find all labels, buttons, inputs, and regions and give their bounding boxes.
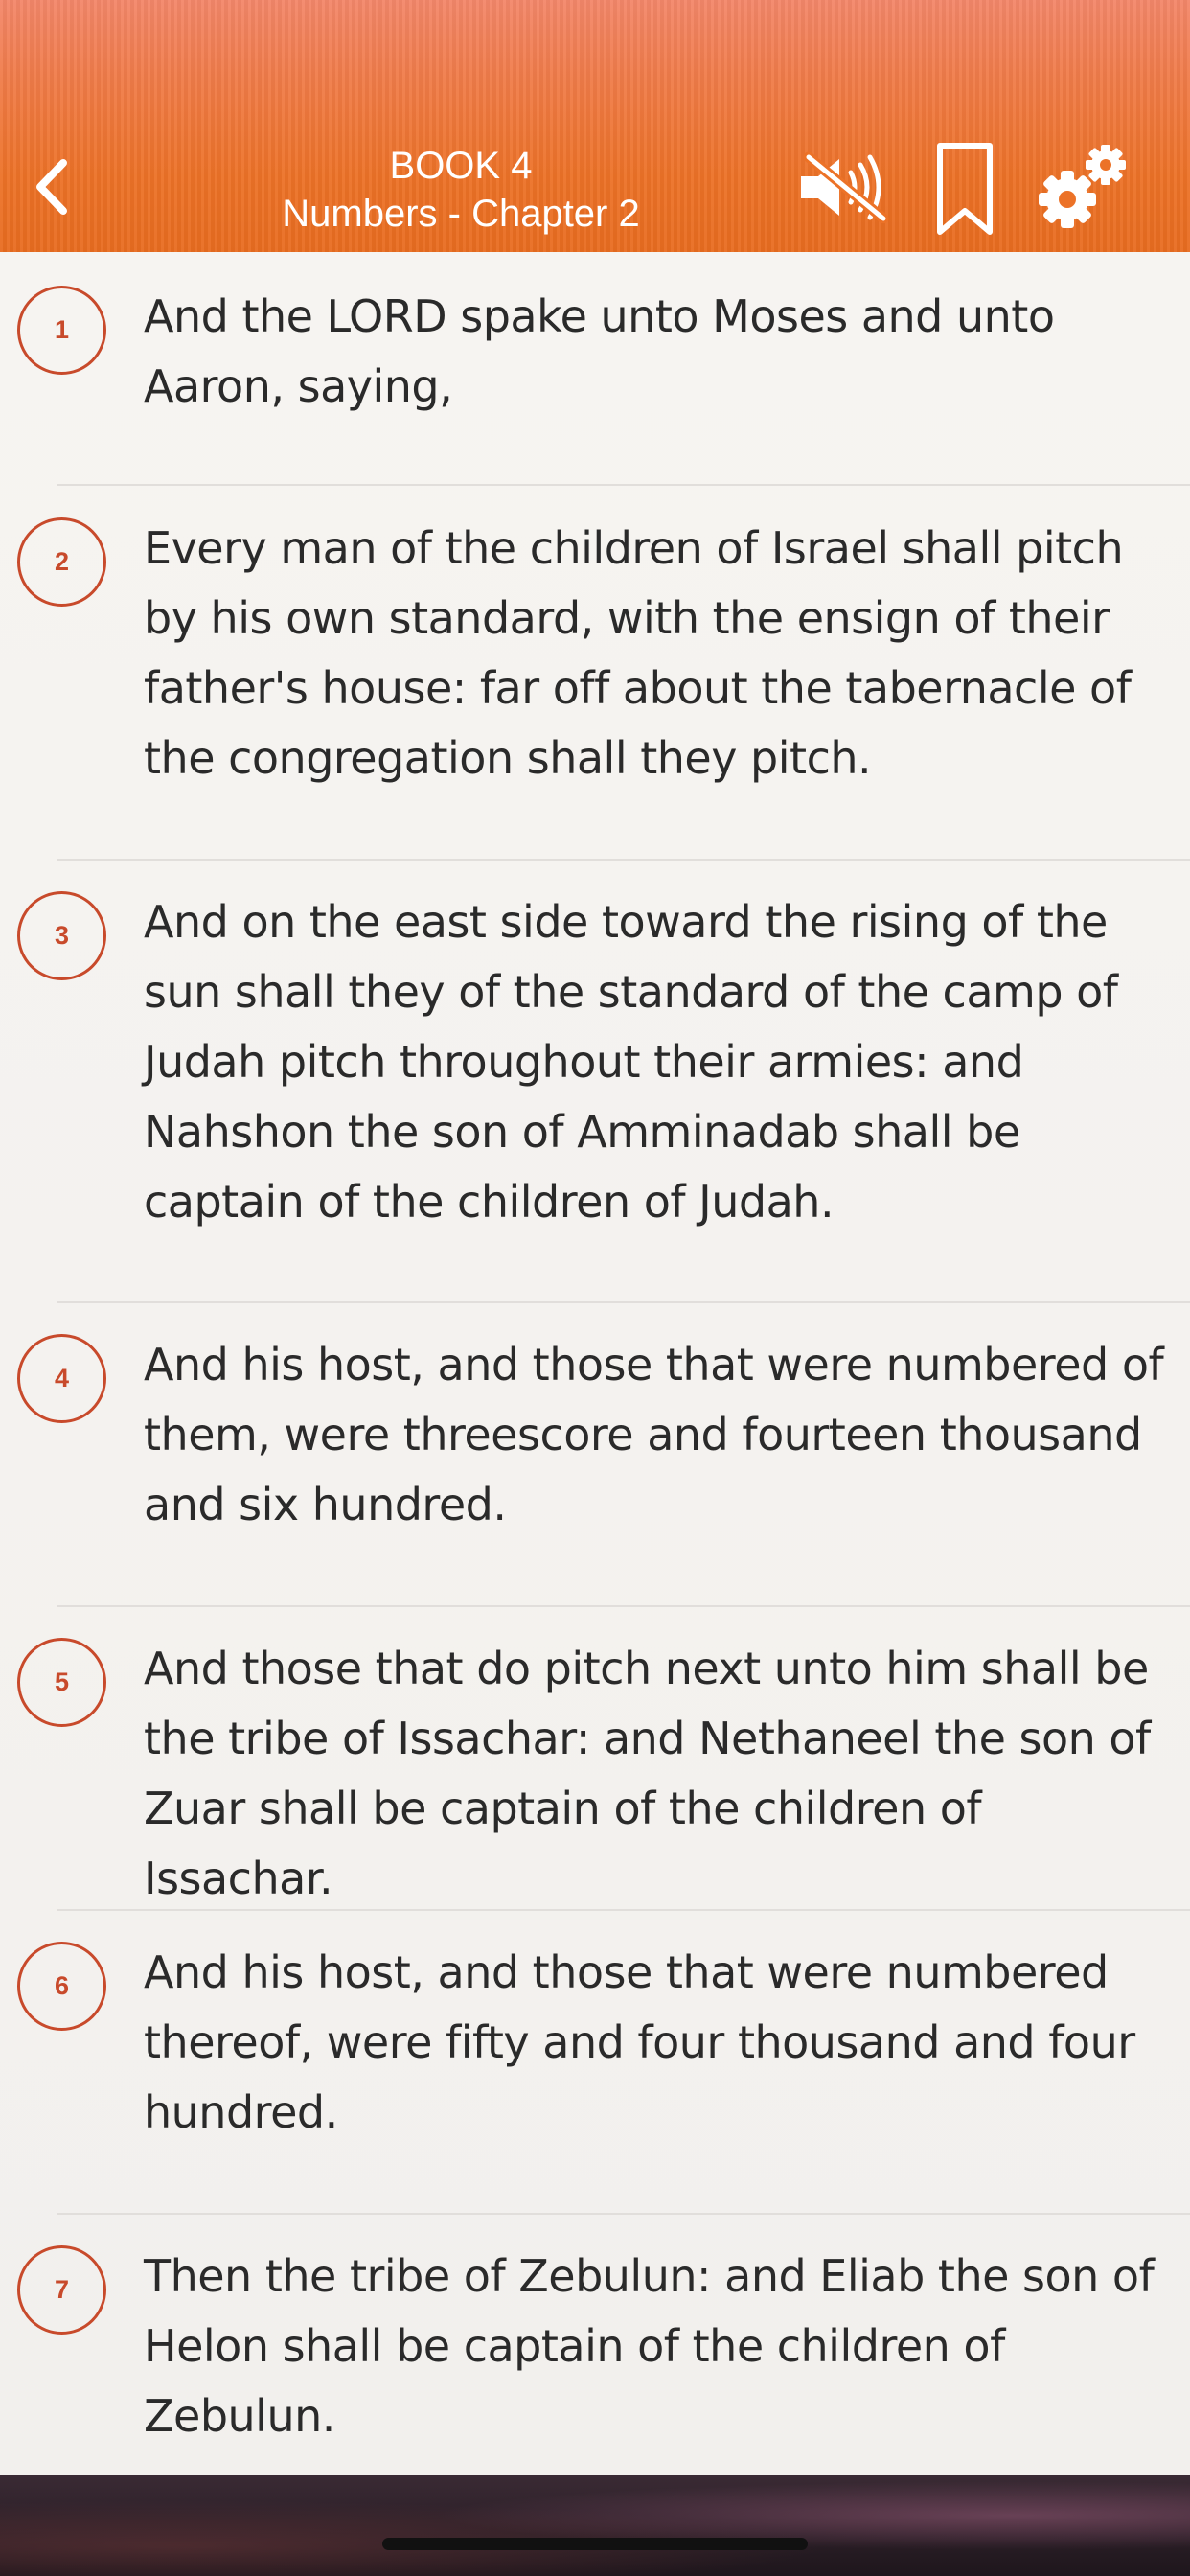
settings-button[interactable]: [1035, 142, 1131, 238]
bottom-background-band: [0, 2475, 1190, 2576]
verse-text: And those that do pitch next unto him shall be the tribe of Issachar: and Nethaneel the son of Zuar shall be captain of the children of Issachar.: [144, 1643, 1151, 1904]
gear-icon: [1035, 142, 1131, 238]
divider: [57, 859, 1190, 861]
divider: [57, 484, 1190, 486]
verse-list[interactable]: [0, 252, 1190, 2475]
verse-text: And his host, and those that were numbered of them, were threescore and fourteen thousand and six hundred.: [144, 1339, 1164, 1530]
verse-text: And on the east side toward the rising of the sun shall they of the standard of the camp of Judah pitch throughout their armies: and Nahshon the son of Amminadab shall be captain of the children of Judah.: [144, 896, 1118, 1228]
verse-text: Then the tribe of Zebulun: and Eliab the son of Helon shall be captain of the children of Zebulun.: [144, 2250, 1155, 2442]
speaker-muted-icon: [795, 151, 891, 223]
verse-text: And the LORD spake unto Moses and unto Aaron, saying,: [144, 290, 1055, 412]
home-indicator[interactable]: [382, 2538, 808, 2550]
verse-number-badge: 3: [17, 891, 106, 980]
divider: [57, 2213, 1190, 2215]
mute-button[interactable]: [795, 151, 891, 223]
verse-text: And his host, and those that were numbered thereof, were fifty and four thousand and four hundred.: [144, 1946, 1135, 2138]
verse-number-badge: 5: [17, 1638, 106, 1727]
top-nav-bar: [0, 0, 1190, 252]
back-button[interactable]: [29, 153, 77, 220]
book-label: BOOK 4: [389, 145, 533, 187]
verse-number-badge: 2: [17, 518, 106, 607]
verse-number-badge: 7: [17, 2245, 106, 2334]
divider: [57, 1301, 1190, 1303]
bookmark-button[interactable]: [934, 142, 995, 238]
verse-number-badge: 4: [17, 1334, 106, 1423]
chapter-label: Numbers - Chapter 2: [282, 193, 640, 235]
page-title: [192, 142, 730, 238]
divider: [57, 1909, 1190, 1911]
verse-number-badge: 6: [17, 1942, 106, 2031]
chevron-left-icon: [29, 153, 77, 220]
divider: [57, 1605, 1190, 1607]
bookmark-icon: [934, 142, 995, 238]
verse-number-badge: 1: [17, 286, 106, 375]
verse-text: Every man of the children of Israel shall pitch by his own standard, with the ensign of their father's house: far off about the tabernacle of the congregation shall they pitch.: [144, 522, 1132, 784]
